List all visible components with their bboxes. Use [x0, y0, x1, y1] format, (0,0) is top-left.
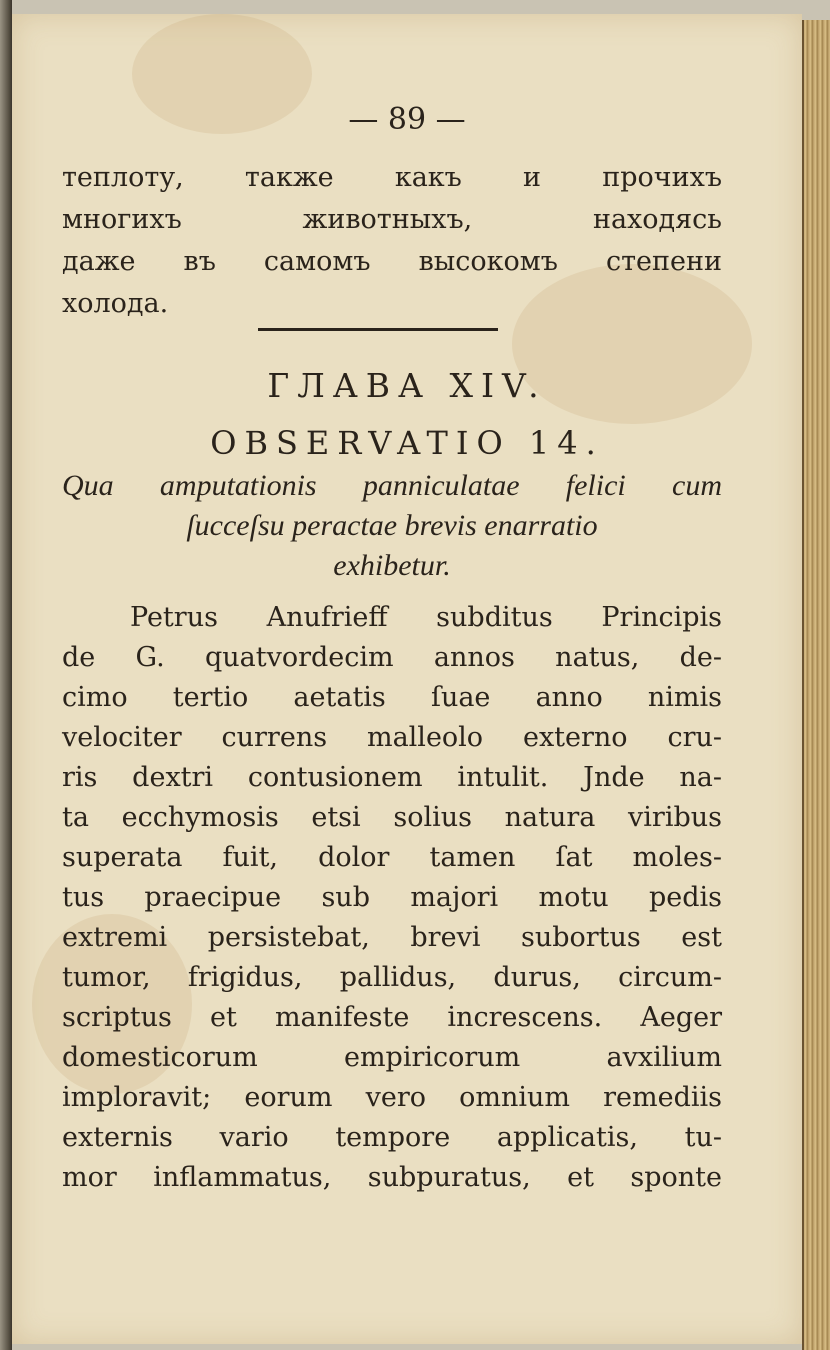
- body-line: scriptus et manifeste increscens. Aeger: [62, 1002, 722, 1033]
- body-line: Petrus Anufrieff subditus Principis: [130, 602, 722, 633]
- body-line: externis vario tempore applicatis, tu-: [62, 1122, 722, 1153]
- book-page: [12, 14, 802, 1344]
- body-line: ris dextri contusionem intulit. Jnde na-: [62, 762, 722, 793]
- subtitle-line: Qua amputationis panniculatae felici cum: [62, 469, 722, 502]
- body-line: extremi persistebat, brevi subortus est: [62, 922, 722, 953]
- russian-line: многихъ животныхъ, находясь: [62, 204, 722, 235]
- book-page-edges-right: [802, 20, 830, 1350]
- subtitle-line: ſucceſsu peractae brevis enarratio: [186, 509, 598, 542]
- body-line: domesticorum empiricorum avxilium: [62, 1042, 722, 1073]
- body-line: tumor, frigidus, pallidus, durus, circum-: [62, 962, 722, 993]
- russian-line: теплоту, также какъ и прочихъ: [62, 162, 722, 193]
- body-line: mor inflammatus, subpuratus, et sponte: [62, 1162, 722, 1193]
- page-number: — 89 —: [348, 102, 466, 137]
- russian-line: даже въ самомъ высокомъ степени: [62, 246, 722, 277]
- body-line: tus praecipue sub majori motu pedis: [62, 882, 722, 913]
- section-divider: [258, 328, 498, 331]
- body-line: velociter currens malleolo externo cru-: [62, 722, 722, 753]
- body-line: imploravit; eorum vero omnium remediis: [62, 1082, 722, 1113]
- chapter-heading: ГЛАВА XIV.: [267, 366, 547, 405]
- subtitle-line: exhibetur.: [333, 549, 451, 582]
- body-line: ta ecchymosis etsi solius natura viribus: [62, 802, 722, 833]
- russian-line: холода.: [62, 288, 169, 319]
- body-line: cimo tertio aetatis ſuae anno nimis: [62, 682, 722, 713]
- observatio-heading: OBSERVATIO 14.: [210, 424, 604, 462]
- body-line: de G. quatvordecim annos natus, de-: [62, 642, 722, 673]
- body-line: superata fuit, dolor tamen ſat moles-: [62, 842, 722, 873]
- book-binding-left: [0, 0, 12, 1350]
